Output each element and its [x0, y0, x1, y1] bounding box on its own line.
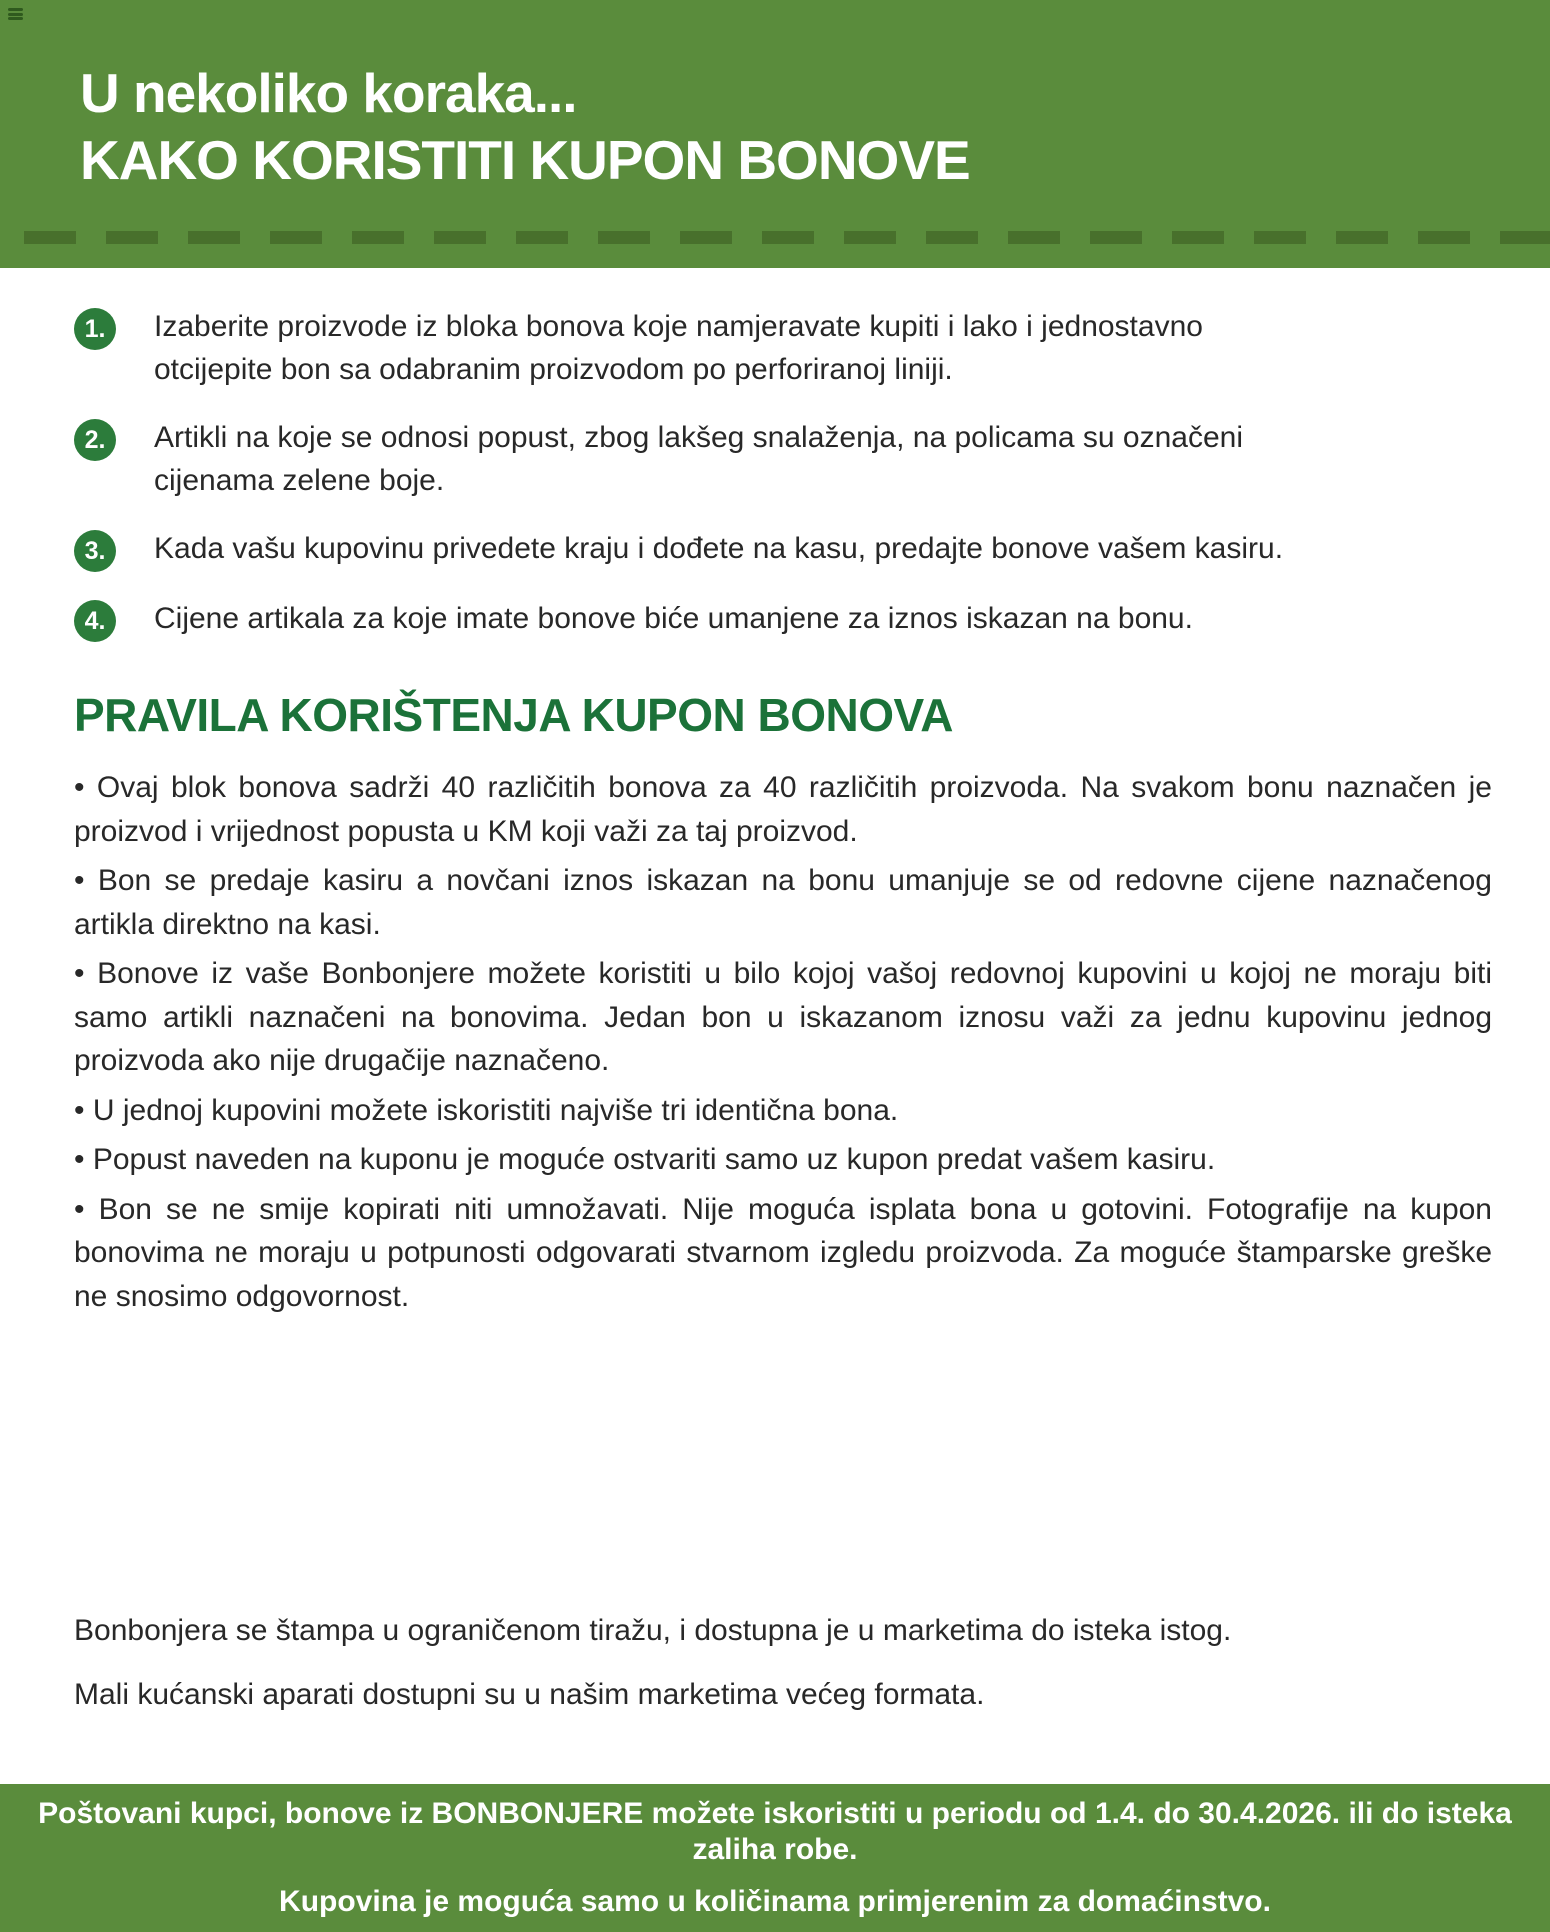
- header-title-line2: KAKO KORISTITI KUPON BONOVE: [80, 129, 970, 192]
- footer-quantity-line: Kupovina je moguća samo u količinama primjerenim za domaćinstvo.: [279, 1885, 1271, 1918]
- rule-item: • Bon se ne smije kopirati niti umnožavati. Nije moguća isplata bona u gotovini. Fotografije na kupon bonovima ne moraju u potpunosti odgovarati stvarnom izgledu proizvoda. Za moguće štamparske greške ne snosimo odgovornost.: [74, 1188, 1492, 1319]
- note-appliances: Mali kućanski aparati dostupni su u našim marketima većeg formata.: [74, 1678, 985, 1711]
- note-availability: Bonbonjera se štampa u ograničenom tiražu, i dostupna je u marketima do isteka istog.: [74, 1614, 1232, 1647]
- step-item-3: [74, 528, 1492, 572]
- step-item-4: [74, 598, 1492, 642]
- rules-heading: PRAVILA KORIŠTENJA KUPON BONOVA: [74, 689, 954, 742]
- bottom-notes: [74, 1614, 1476, 1742]
- rule-item: • U jednoj kupovini možete iskoristiti najviše tri identična bona.: [74, 1089, 1492, 1133]
- step-text: Izaberite proizvode iz bloka bonova koje namjeravate kupiti i lako i jednostavno otcijepite bon sa odabranim proizvodom po perforiranoj liniji.: [154, 310, 1203, 386]
- step-text: Artikli na koje se odnosi popust, zbog lakšeg snalaženja, na policama su označeni cijenama zelene boje.: [154, 421, 1243, 497]
- step-item-1: [74, 306, 1492, 391]
- header-band: [0, 0, 1550, 268]
- step-number-badge: 4.: [74, 600, 116, 642]
- dashed-divider: [24, 231, 1550, 244]
- rule-item: • Ovaj blok bonova sadrži 40 različitih bonova za 40 različitih proizvoda. Na svakom bonu naznačen je proizvod i vrijednost popusta u KM koji važi za taj proizvod.: [74, 766, 1492, 853]
- step-text: Kada vašu kupovinu privedete kraju i dođete na kasu, predajte bonove vašem kasiru.: [154, 532, 1284, 566]
- rule-item: • Popust naveden na kuponu je moguće ostvariti samo uz kupon predat vašem kasiru.: [74, 1138, 1492, 1182]
- footer-validity-line: Poštovani kupci, bonove iz BONBONJERE možete iskoristiti u periodu od 1.4. do 30.4.2026. ili do isteka zaliha robe.: [38, 1797, 1512, 1866]
- rule-item: • Bonove iz vaše Bonbonjere možete koristiti u bilo kojoj vašoj redovnoj kupovini u kojoj ne moraju biti samo artikli naznačeni na bonovima. Jedan bon u iskazanom iznosu važi za jednu kupovinu jednog proizvoda ako nije drugačije naznačeno.: [74, 952, 1492, 1083]
- step-text: Cijene artikala za koje imate bonove biće umanjene za iznos iskazan na bonu.: [154, 602, 1193, 636]
- step-item-2: [74, 417, 1492, 502]
- corner-artifact-icon: [8, 8, 23, 20]
- rule-item: • Bon se predaje kasiru a novčani iznos iskazan na bonu umanjuje se od redovne cijene naznačenog artikla direktno na kasi.: [74, 859, 1492, 946]
- step-number-badge: 2.: [74, 419, 116, 461]
- header-title-line1: U nekoliko koraka...: [80, 62, 577, 124]
- rules-list: [74, 766, 1492, 1318]
- footer-band: [0, 1784, 1550, 1932]
- step-number-badge: 3.: [74, 530, 116, 572]
- steps-list: [74, 306, 1492, 642]
- main-content: [0, 268, 1550, 1318]
- step-number-badge: 1.: [74, 308, 116, 350]
